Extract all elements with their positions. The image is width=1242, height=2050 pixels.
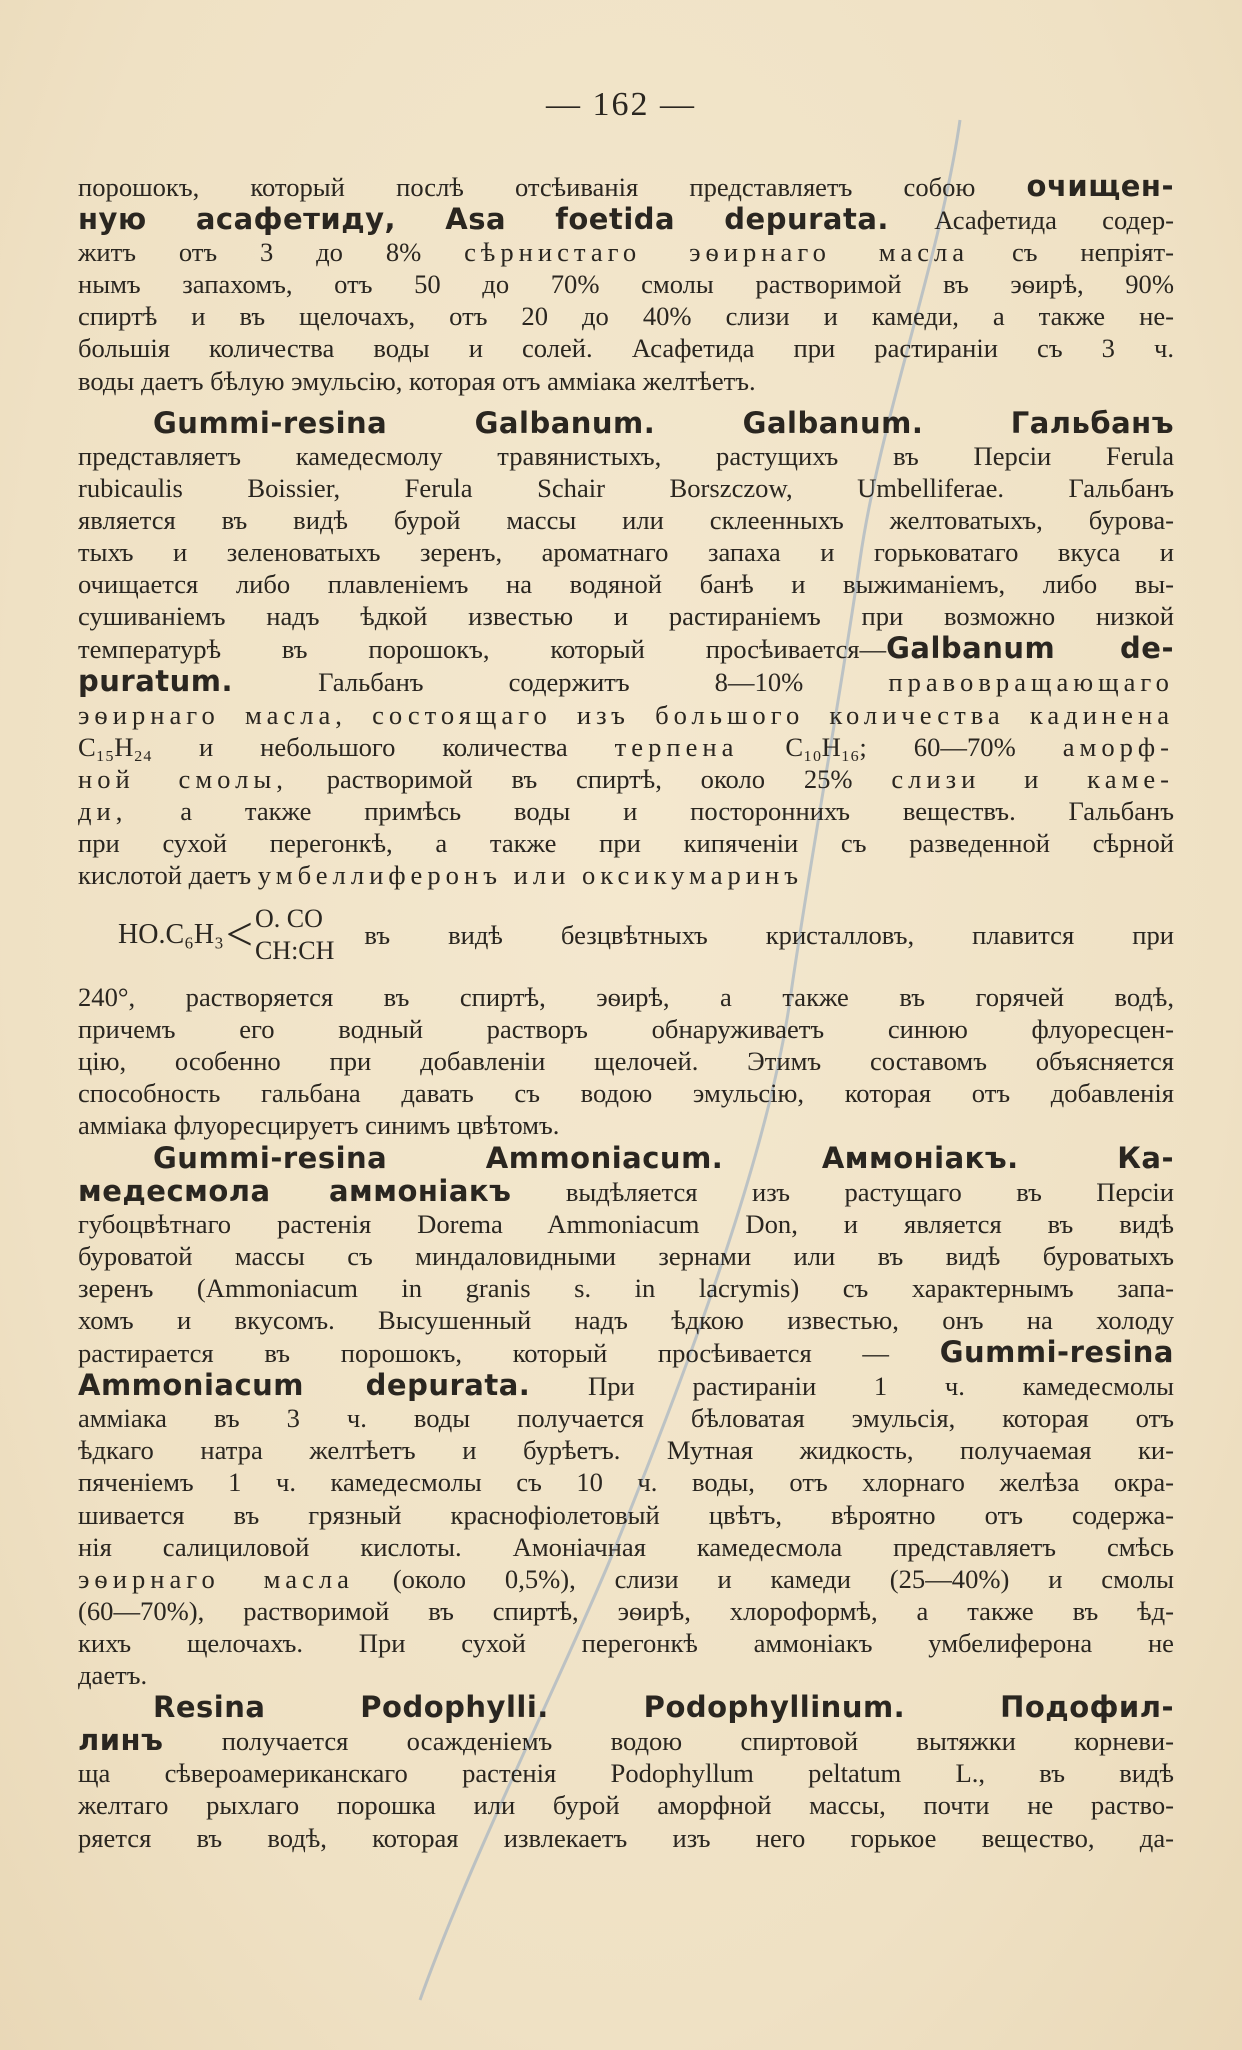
text-line: цію, особенно при добавленіи щелочей. Этимъ составомъ объясняется bbox=[78, 1046, 1174, 1077]
text-line: кихъ щелочахъ. При сухой перегонкѣ аммоніакъ умбелиферона не bbox=[78, 1627, 1174, 1658]
text-line: амміака флуоресцируетъ синимъ цвѣтомъ. bbox=[78, 1110, 560, 1141]
body-text bbox=[78, 170, 1174, 1854]
text-line bbox=[78, 859, 1174, 891]
formula-top: O. CO bbox=[254, 904, 323, 934]
text-run: кислотой даетъ bbox=[78, 859, 252, 890]
text-run: Асафетида содер- bbox=[934, 205, 1174, 236]
formula-left: HO.C₆H₃ bbox=[118, 919, 224, 951]
text-line: представляетъ камедесмолу травянистыхъ, растущихъ въ Персіи Ferula bbox=[78, 440, 1174, 471]
formula-bottom: CH:CH bbox=[254, 936, 335, 966]
text-line: даетъ. bbox=[78, 1660, 148, 1691]
text-line: ряется въ водѣ, которая извлекаетъ изъ него горькое вещество, да- bbox=[78, 1822, 1174, 1853]
page-number: — 162 — bbox=[546, 86, 696, 123]
text-line: способность гальбана давать съ водою эмульсію, которая отъ добавленія bbox=[78, 1078, 1174, 1109]
section-heading-podophyllum bbox=[78, 1691, 1174, 1724]
text-line bbox=[78, 170, 1174, 203]
text-line bbox=[78, 1336, 1174, 1369]
text-line: губоцвѣтнаго растенія Dorema Ammoniacum Don, и является въ видѣ bbox=[78, 1208, 1174, 1239]
text-run: C₁₅H₂₄ и небольшого количества bbox=[78, 731, 568, 762]
text-line: эѳирнаго масла, состоящаго изъ большого количества кадинена bbox=[78, 699, 1174, 730]
section-heading-ammoniacum bbox=[78, 1142, 1174, 1175]
text-line: является въ видѣ бурой массы или склеенныхъ желтоватыхъ, бурова- bbox=[78, 504, 1174, 535]
text-line bbox=[78, 1563, 1174, 1595]
text-line: пяченіемъ 1 ч. камедесмолы съ 10 ч. воды, отъ хлорнаго желѣза окра- bbox=[78, 1467, 1174, 1498]
text-run: выдѣляется изъ растущаго въ Персіи bbox=[565, 1176, 1175, 1207]
formula-bracket: < bbox=[225, 908, 253, 962]
text-line: хомъ и вкусомъ. Высушенный надъ ѣдкою известью, онъ на холоду bbox=[78, 1305, 1174, 1335]
text-line bbox=[78, 731, 1174, 763]
section-heading-galbanum bbox=[78, 407, 1174, 440]
text-run: умбеллиферонъ или оксикумаринъ bbox=[257, 859, 804, 890]
text-line: желтаго рыхлаго порошка или бурой аморфной массы, почти не раство- bbox=[78, 1790, 1174, 1821]
text-run: а также примѣсь воды и постороннихъ веществъ. Гальбанъ bbox=[180, 795, 1174, 826]
text-line bbox=[78, 203, 1174, 236]
bold-term: очищен- bbox=[1026, 169, 1174, 203]
text-run: съ непріят- bbox=[1011, 237, 1175, 268]
text-run: правовращающаго bbox=[888, 667, 1174, 698]
text-line: шивается въ грязный краснофіолетовый цвѣтъ, вѣроятно отъ содержа- bbox=[78, 1499, 1174, 1530]
text-run: сѣрнистаго эѳирнаго масла bbox=[464, 237, 970, 268]
text-line: тыхъ и зеленоватыхъ зеренъ, ароматнаго запаха и горьковатаго вкуса и bbox=[78, 537, 1174, 568]
text-line: 240°, растворяется въ спиртѣ, эѳирѣ, а также въ горячей водѣ, bbox=[78, 982, 1174, 1013]
text-line: нія салициловой кислоты. Амоніачная камедесмола представляетъ смѣсь bbox=[78, 1531, 1174, 1562]
text-line bbox=[78, 1369, 1174, 1402]
text-line: ща сѣвероамериканскаго растенія Podophyllum peltatum L., въ видѣ bbox=[78, 1758, 1174, 1789]
text-line bbox=[78, 1724, 1174, 1757]
text-line: rubicaulis Boissier, Ferula Schair Borszczow, Umbelliferae. Гальбанъ bbox=[78, 472, 1174, 503]
text-line: ѣдкаго натра желтѣетъ и бурѣетъ. Мутная жидкость, получаемая ки- bbox=[78, 1435, 1174, 1466]
text-run: порошокъ, который послѣ отсѣиванія представляетъ собою bbox=[78, 172, 976, 202]
text-line: зеренъ (Ammoniacum in granis s. in lacrymis) съ характернымъ запа- bbox=[78, 1272, 1174, 1303]
bold-term: Ammoniacum depurata. bbox=[78, 1368, 531, 1403]
text-run: эѳирнаго масла bbox=[78, 1563, 354, 1594]
text-line: при сухой перегонкѣ, а также при кипяченіи съ разведенной сѣрной bbox=[78, 827, 1174, 858]
text-line: спиртѣ и въ щелочахъ, отъ 20 до 40% слизи и камеди, а также не- bbox=[78, 301, 1174, 332]
bold-term: ную асафетиду, Asa foetida depurata. bbox=[78, 202, 889, 237]
bold-term: puratum. bbox=[78, 664, 234, 699]
text-run: При растираніи 1 ч. камедесмолы bbox=[588, 1371, 1174, 1402]
text-line bbox=[78, 1175, 1174, 1208]
text-line: причемъ его водный растворъ обнаруживаетъ синюю флуоресцен- bbox=[78, 1014, 1174, 1045]
text-run: ди, bbox=[78, 795, 128, 826]
formula-description: въ видѣ безцвѣтныхъ кристалловъ, плавится при bbox=[364, 919, 1174, 950]
text-line bbox=[78, 665, 1174, 698]
text-run: аморф- bbox=[1062, 731, 1175, 762]
text-run: C₁₀H₁₆; 60—70% bbox=[785, 731, 1016, 762]
text-run: (около 0,5%), слизи и камеди (25—40%) и смолы bbox=[392, 1563, 1175, 1594]
text-line bbox=[78, 763, 1174, 795]
text-run: получается осажденіемъ водою спиртовой вытяжки корневи- bbox=[221, 1726, 1175, 1757]
text-line: буроватой массы съ миндаловидными зернами или въ видѣ буроватыхъ bbox=[78, 1240, 1174, 1271]
text-run: растворимой въ спиртѣ, около 25% bbox=[326, 763, 853, 794]
chemical-formula bbox=[118, 895, 1174, 975]
text-line: очищается либо плавленіемъ на водяной банѣ и выжиманіемъ, либо вы- bbox=[78, 569, 1174, 600]
bold-term: Gummi-resina Ammoniacum. Аммоніакъ. Ка- bbox=[153, 1140, 1174, 1175]
text-run: слизи и каме- bbox=[891, 763, 1174, 794]
bold-term: Gummi-resina bbox=[939, 1335, 1174, 1370]
text-line bbox=[78, 236, 1174, 268]
text-run: терпена bbox=[614, 731, 739, 762]
formula-stack bbox=[255, 903, 334, 967]
text-run: температурѣ въ порошокъ, который просѣивается— bbox=[78, 634, 887, 665]
text-line: нымъ запахомъ, отъ 50 до 70% смолы растворимой въ эѳирѣ, 90% bbox=[78, 269, 1174, 300]
bold-term: Gummi-resina Galbanum. Galbanum. Гальбанъ bbox=[153, 405, 1174, 440]
bold-term: линъ bbox=[78, 1723, 164, 1758]
text-line: большія количества воды и солей. Асафетида при растираніи съ 3 ч. bbox=[78, 333, 1174, 364]
bold-term: медесмола аммоніакъ bbox=[78, 1173, 512, 1208]
text-run: растирается въ порошокъ, который просѣивается — bbox=[78, 1338, 889, 1369]
bold-term: Resina Podophylli. Podophyllinum. Подофил- bbox=[153, 1690, 1174, 1725]
text-run: ной смолы, bbox=[78, 763, 288, 794]
text-line bbox=[78, 632, 1174, 665]
text-line: (60—70%), растворимой въ спиртѣ, эѳирѣ, хлороформѣ, а также въ ѣд- bbox=[78, 1595, 1174, 1626]
text-run: Гальбанъ содержитъ 8—10% bbox=[318, 667, 804, 698]
text-line: амміака въ 3 ч. воды получается бѣловатая эмульсія, которая отъ bbox=[78, 1403, 1174, 1434]
text-line bbox=[78, 795, 1174, 827]
text-line: сушиваніемъ надъ ѣдкой известью и растираніемъ при возможно низкой bbox=[78, 601, 1174, 632]
text-line: воды даетъ бѣлую эмульсію, которая отъ амміака желтѣетъ. bbox=[78, 365, 756, 396]
bold-term: Galbanum de- bbox=[886, 631, 1175, 666]
text-run: житъ отъ 3 до 8% bbox=[78, 237, 422, 268]
